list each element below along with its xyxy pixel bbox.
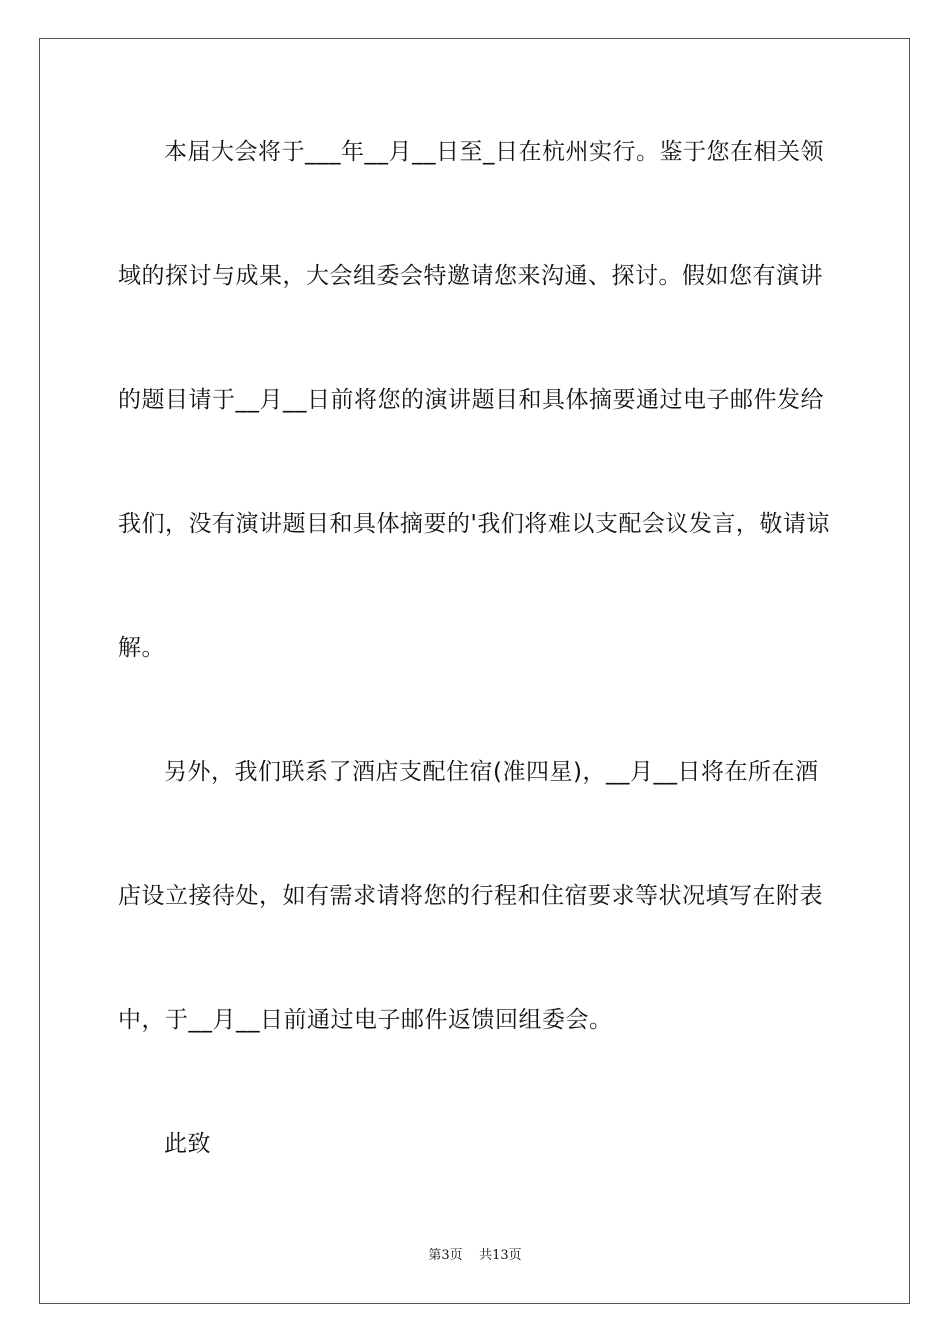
closing-salutation: 此致 [164, 1131, 211, 1157]
paragraph-2-line-2: 店设立接待处，如有需求请将您的行程和住宿要求等状况填写在附表 [118, 883, 823, 909]
page-number: 第3页 [428, 1248, 463, 1263]
paragraph-1-line-5: 解。 [118, 635, 165, 661]
paragraph-1-line-4: 我们，没有演讲题目和具体摘要的'我们将难以支配会议发言，敬请谅 [118, 511, 830, 537]
page-border [39, 38, 910, 1304]
paragraph-1-line-1: 本届大会将于___年__月__日至_日在杭州实行。鉴于您在相关领 [164, 139, 824, 165]
page-footer [0, 1247, 950, 1265]
paragraph-1-line-2: 域的探讨与成果，大会组委会特邀请您来沟通、探讨。假如您有演讲 [118, 263, 823, 289]
page-total: 共13页 [479, 1248, 522, 1263]
paragraph-2-line-1: 另外，我们联系了酒店支配住宿(准四星)，__月__日将在所在酒 [164, 759, 819, 785]
paragraph-1-line-3: 的题目请于__月__日前将您的演讲题目和具体摘要通过电子邮件发给 [118, 387, 824, 413]
paragraph-2-line-3: 中，于__月__日前通过电子邮件返馈回组委会。 [118, 1007, 613, 1033]
